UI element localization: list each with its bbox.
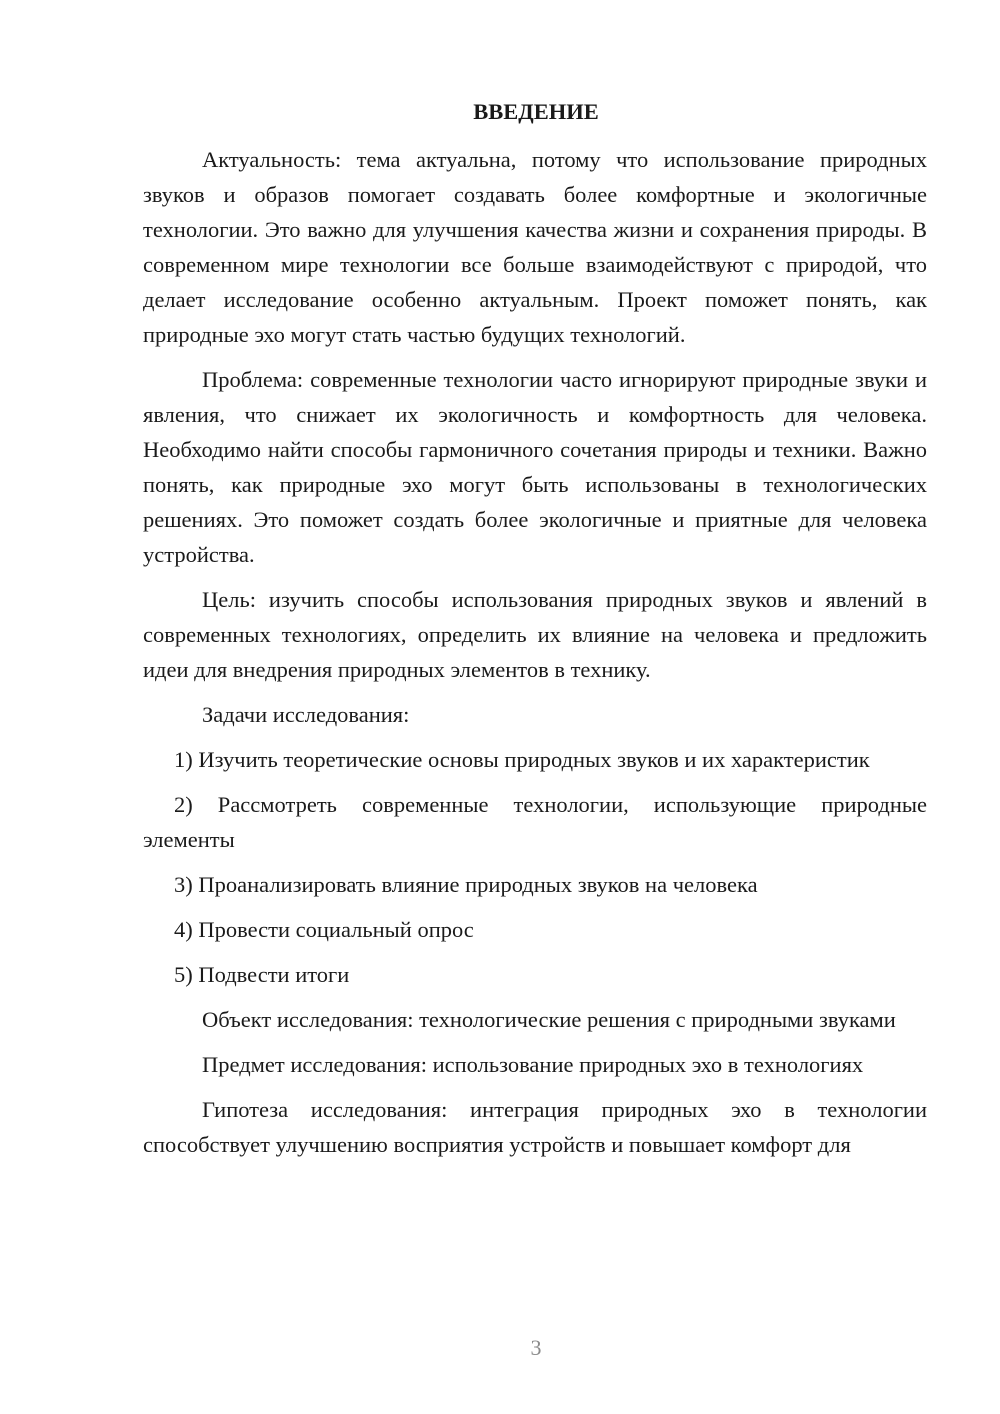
section-title: ВВЕДЕНИЕ bbox=[473, 99, 599, 124]
paragraph-problem: Проблема: современные технологии часто игнорируют природные звуки и явления, что снижает их экологичность и комфортность для человека. Необходимо найти способы гармоничного сочетания природы и техники. Важно понять, как природные эхо могут быть использованы в технологических решениях. Это поможет создать более экологичные и приятные для человека устройства. bbox=[143, 367, 927, 567]
task-item-3: 3) Проанализировать влияние природных звуков на человека bbox=[174, 872, 758, 897]
paragraph-object: Объект исследования: технологические решения с природными звуками bbox=[202, 1007, 896, 1032]
page-number: 3 bbox=[530, 1335, 542, 1360]
task-item-5: 5) Подвести итоги bbox=[174, 962, 350, 987]
paragraph-goal: Цель: изучить способы использования природных звуков и явлений в современных технологиях, определить их влияние на человека и предложить идеи для внедрения природных элементов в технику. bbox=[143, 587, 927, 682]
paragraph-subject: Предмет исследования: использование природных эхо в технологиях bbox=[202, 1052, 864, 1077]
paragraph-relevance: Актуальность: тема актуальна, потому что использование природных звуков и образов помогает создавать более комфортные и экологичные технологии. Это важно для улучшения качества жизни и сохранения природы. В современном мире технологии все больше взаимодействуют с природой, что делает исследование особенно актуальным. Проект поможет понять, как природные эхо могут стать частью будущих технологий. bbox=[143, 147, 927, 347]
task-item-2: 2) Рассмотреть современные технологии, использующие природные элементы bbox=[143, 792, 927, 852]
page-content bbox=[143, 94, 927, 1162]
task-item-4: 4) Провести социальный опрос bbox=[174, 917, 474, 942]
task-item-1: 1) Изучить теоретические основы природных звуков и их характеристик bbox=[174, 747, 870, 772]
tasks-heading: Задачи исследования: bbox=[202, 702, 410, 727]
paragraph-hypothesis: Гипотеза исследования: интеграция природных эхо в технологии способствует улучшению восприятия устройств и повышает комфорт для bbox=[143, 1097, 927, 1157]
